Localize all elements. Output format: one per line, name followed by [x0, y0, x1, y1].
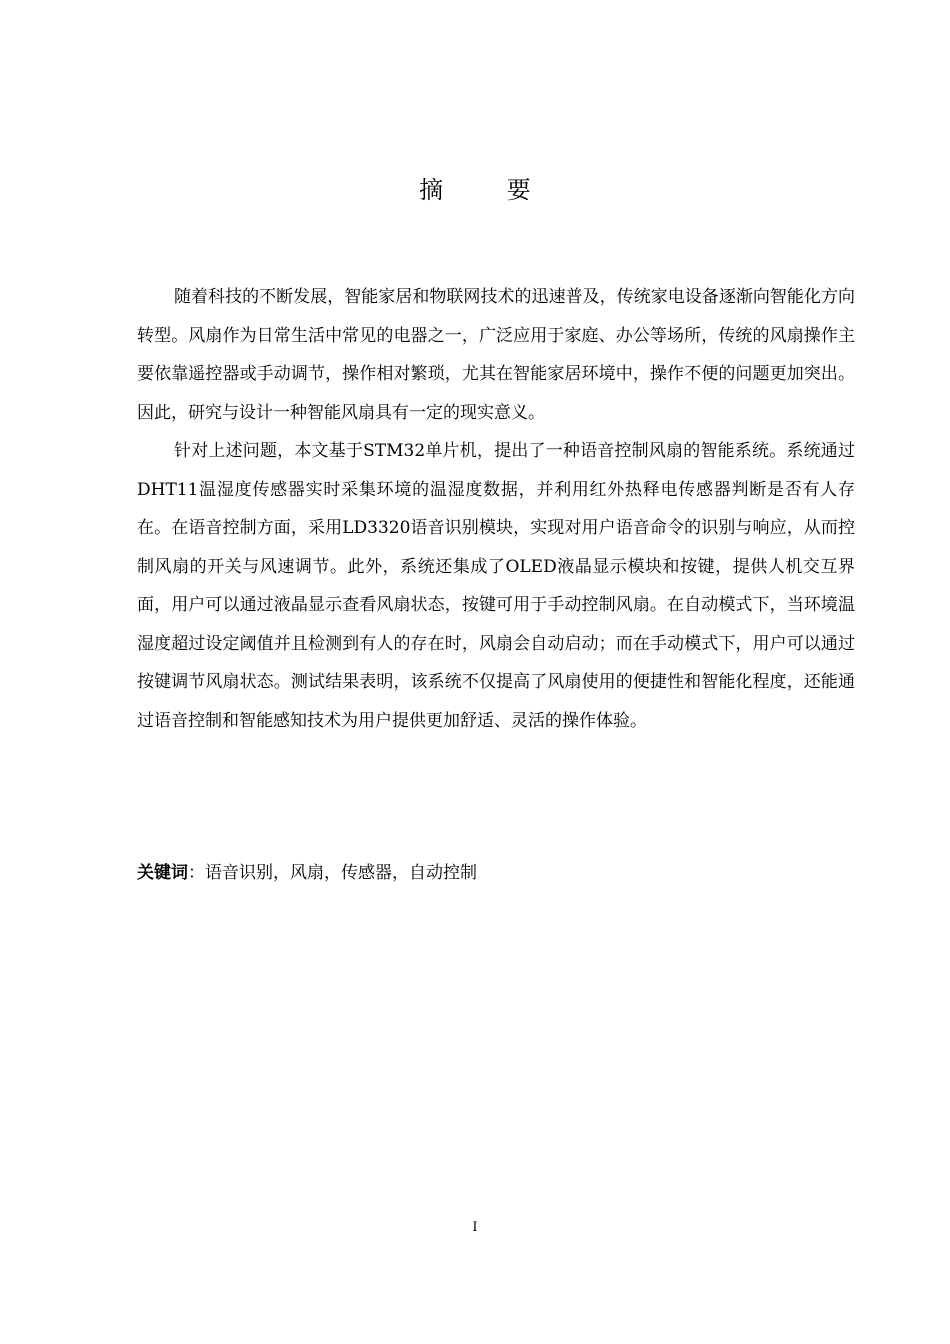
keywords-value: 语音识别，风扇，传感器，自动控制	[205, 863, 477, 883]
page-title: 摘 要	[419, 176, 559, 204]
keywords-separator: ：	[188, 863, 205, 883]
keywords-line	[137, 855, 855, 891]
page-number: I	[472, 1220, 478, 1235]
abstract-paragraph-2: 针对上述问题，本文基于STM32单片机，提出了一种语音控制风扇的智能系统。系统通过DHT11温湿度传感器实时采集环境的温湿度数据，并利用红外热释电传感器判断是否有人存在。在语音控制方面，采用LD3320语音识别模块，实现对用户语音命令的识别与响应，从而控制风扇的开关与风速调节。此外，系统还集成了OLED液晶显示模块和按键，提供人机交互界面，用户可以通过液晶显示查看风扇状态，按键可用于手动控制风扇。在自动模式下，当环境温湿度超过设定阈值并且检测到有人的存在时，风扇会自动启动；而在手动模式下，用户可以通过按键调节风扇状态。测试结果表明，该系统不仅提高了风扇使用的便捷性和智能化程度，还能通过语音控制和智能感知技术为用户提供更加舒适、灵活的操作体验。	[137, 441, 855, 731]
keywords-label: 关键词	[137, 863, 188, 883]
abstract-paragraph-1: 随着科技的不断发展，智能家居和物联网技术的迅速普及，传统家电设备逐渐向智能化方向转型。风扇作为日常生活中常见的电器之一，广泛应用于家庭、办公等场所，传统的风扇操作主要依靠遥控器或手动调节，操作相对繁琐，尤其在智能家居环境中，操作不便的问题更加突出。因此，研究与设计一种智能风扇具有一定的现实意义。	[137, 287, 855, 423]
abstract-body	[137, 278, 855, 740]
